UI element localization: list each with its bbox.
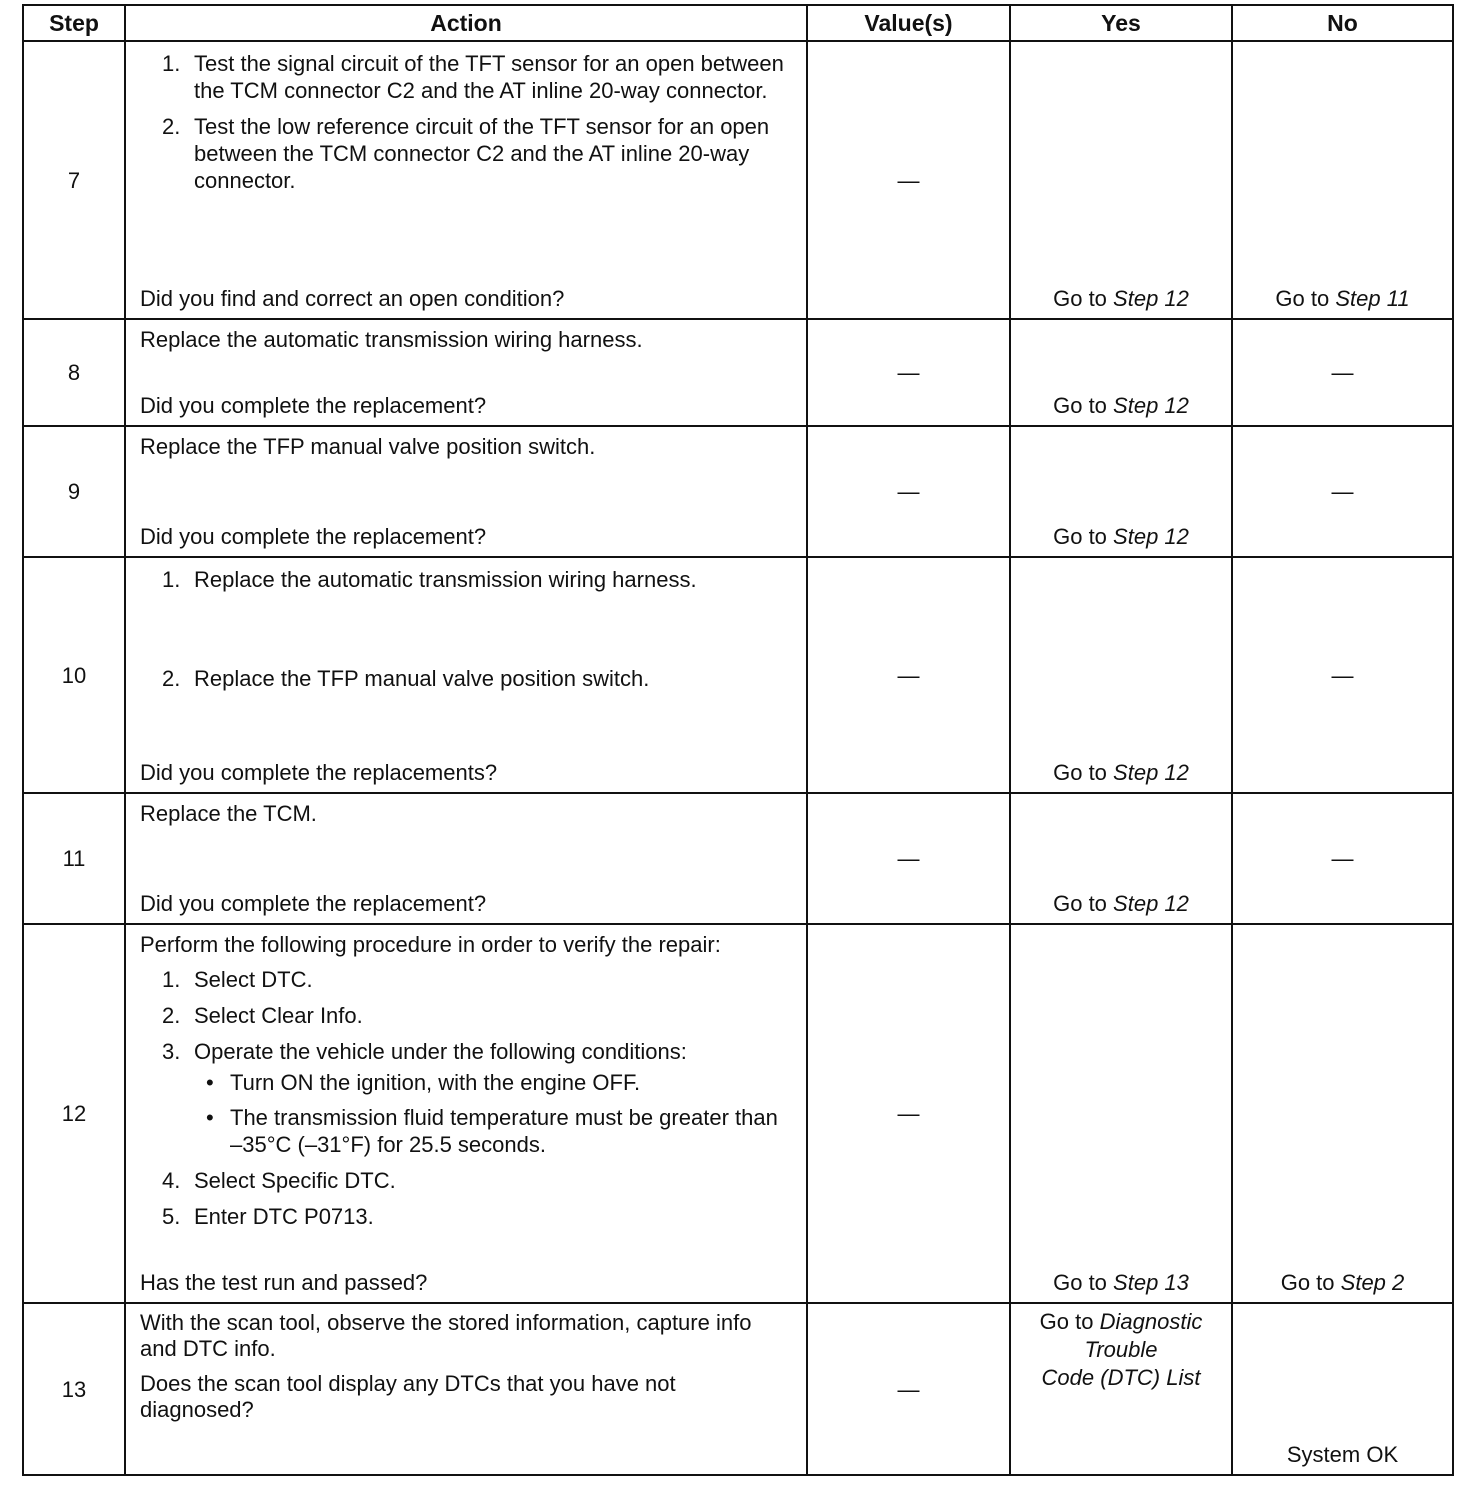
value-cell: — [807,924,1010,1303]
action-cell [125,1303,807,1475]
system-ok-text: System OK [1286,1442,1399,1467]
item-number: 2. [162,1003,181,1028]
action-question: Did you complete the replacement? [140,393,487,418]
goto-prefix: Go to [1053,760,1107,785]
action-cell [125,426,807,557]
item-text: Test the signal circuit of the TFT sensor for an open between the TCM connector C2 and the AT inline 20-way connector. [194,51,784,103]
header-no: No [1232,5,1453,41]
item-text: Select DTC. [194,967,313,992]
action-question: Did you find and correct an open condition? [140,286,565,311]
goto-prefix: Go to [1275,286,1330,311]
action-question: Does the scan tool display any DTCs that you have not diagnosed? [140,1371,676,1422]
item-number: 5. [162,1204,181,1229]
value-cell: — [807,793,1010,924]
value-cell: — [807,319,1010,426]
step-number: 10 [23,557,125,793]
no-cell: — [1232,793,1453,924]
header-step: Step [23,5,125,41]
item-number: 3. [162,1039,181,1064]
header-yes: Yes [1010,5,1232,41]
action-cell [125,319,807,426]
list-item [162,1002,794,1029]
action-cell [125,41,807,319]
yes-cell [1010,557,1232,793]
item-number: 4. [162,1168,181,1193]
goto-dtc-list-link[interactable]: Trouble [1084,1337,1158,1362]
item-text: Operate the vehicle under the following conditions: [194,1039,687,1064]
action-text: With the scan tool, observe the stored information, capture info and DTC info. [140,1310,752,1361]
list-item [162,566,794,593]
goto-prefix: Go to [1280,1270,1335,1295]
item-text: Select Clear Info. [194,1003,363,1028]
header-values: Value(s) [807,5,1010,41]
item-number: 2. [162,666,181,691]
list-item [162,1038,794,1158]
goto-prefix: Go to [1053,286,1107,311]
goto-step-link[interactable]: Step 12 [1113,286,1189,311]
goto-prefix: Go to [1053,524,1107,549]
bullet-icon: • [206,1105,214,1130]
bullet-text: Turn ON the ignition, with the engine OFF. [230,1070,641,1095]
goto-prefix: Go to [1053,891,1107,916]
action-cell [125,793,807,924]
header-row [23,5,1453,41]
no-cell: — [1232,426,1453,557]
bullet-icon: • [206,1070,214,1095]
no-cell [1232,1303,1453,1475]
goto-prefix: Go to [1053,1270,1107,1295]
goto-step-link[interactable]: Step 2 [1340,1270,1405,1295]
table-row [23,1303,1453,1475]
list-item [162,1167,794,1194]
step-number: 13 [23,1303,125,1475]
goto-step-link[interactable]: Step 12 [1113,891,1189,916]
step-number: 11 [23,793,125,924]
action-text: Perform the following procedure in order to verify the repair: [140,932,721,957]
action-cell [125,924,807,1303]
step-number: 8 [23,319,125,426]
action-question: Did you complete the replacement? [140,891,487,916]
list-item [162,665,794,692]
action-text: Replace the TFP manual valve position switch. [140,434,596,459]
action-list [140,966,794,1230]
goto-step-link[interactable]: Step 13 [1113,1270,1189,1295]
item-number: 1. [162,967,181,992]
step-number: 12 [23,924,125,1303]
no-cell: — [1232,557,1453,793]
value-cell: — [807,1303,1010,1475]
list-item [162,113,794,194]
action-question: Has the test run and passed? [140,1270,428,1295]
bullet-text: The transmission fluid temperature must be greater than –35°C (–31°F) for 25.5 seconds. [230,1105,778,1157]
table-row [23,924,1453,1303]
no-cell: — [1232,319,1453,426]
header-action: Action [125,5,807,41]
list-item [162,50,794,104]
goto-dtc-list-link[interactable]: Code (DTC) List [1041,1365,1201,1390]
bullet-list [194,1069,794,1158]
yes-cell [1010,426,1232,557]
action-question: Did you complete the replacement? [140,524,487,549]
table-row [23,793,1453,924]
diagnostic-table [22,4,1454,1476]
bullet-item [194,1104,794,1158]
step-number: 9 [23,426,125,557]
table-row [23,319,1453,426]
list-item [162,1203,794,1230]
table-row [23,41,1453,319]
item-text: Select Specific DTC. [194,1168,396,1193]
item-number: 1. [162,51,181,76]
item-number: 1. [162,567,181,592]
yes-cell [1010,924,1232,1303]
goto-step-link[interactable]: Step 11 [1335,286,1410,311]
action-text: Replace the TCM. [140,801,317,826]
list-item [162,966,794,993]
step-number: 7 [23,41,125,319]
goto-step-link[interactable]: Step 12 [1113,760,1189,785]
action-list [140,566,794,692]
yes-cell [1010,1303,1232,1475]
goto-prefix: Go to [1053,393,1107,418]
yes-cell [1010,793,1232,924]
value-cell: — [807,557,1010,793]
item-text: Test the low reference circuit of the TFT sensor for an open between the TCM connector C2 and the AT inline 20-way connector. [194,114,770,193]
item-text: Replace the TFP manual valve position switch. [194,666,650,691]
no-cell [1232,41,1453,319]
yes-cell [1010,319,1232,426]
yes-cell [1010,41,1232,319]
no-cell [1232,924,1453,1303]
item-text: Enter DTC P0713. [194,1204,374,1229]
item-text: Replace the automatic transmission wiring harness. [194,567,697,592]
table-row [23,557,1453,793]
value-cell: — [807,426,1010,557]
item-number: 2. [162,114,181,139]
value-cell: — [807,41,1010,319]
action-list [140,50,794,194]
goto-prefix: Go to [1039,1309,1094,1334]
goto-step-link[interactable]: Step 12 [1113,524,1189,549]
goto-step-link[interactable]: Step 12 [1113,393,1189,418]
bullet-item [194,1069,794,1096]
goto-dtc-list-link[interactable]: Diagnostic [1099,1309,1203,1334]
action-cell [125,557,807,793]
action-text: Replace the automatic transmission wiring harness. [140,327,643,352]
action-question: Did you complete the replacements? [140,760,498,785]
table-row [23,426,1453,557]
